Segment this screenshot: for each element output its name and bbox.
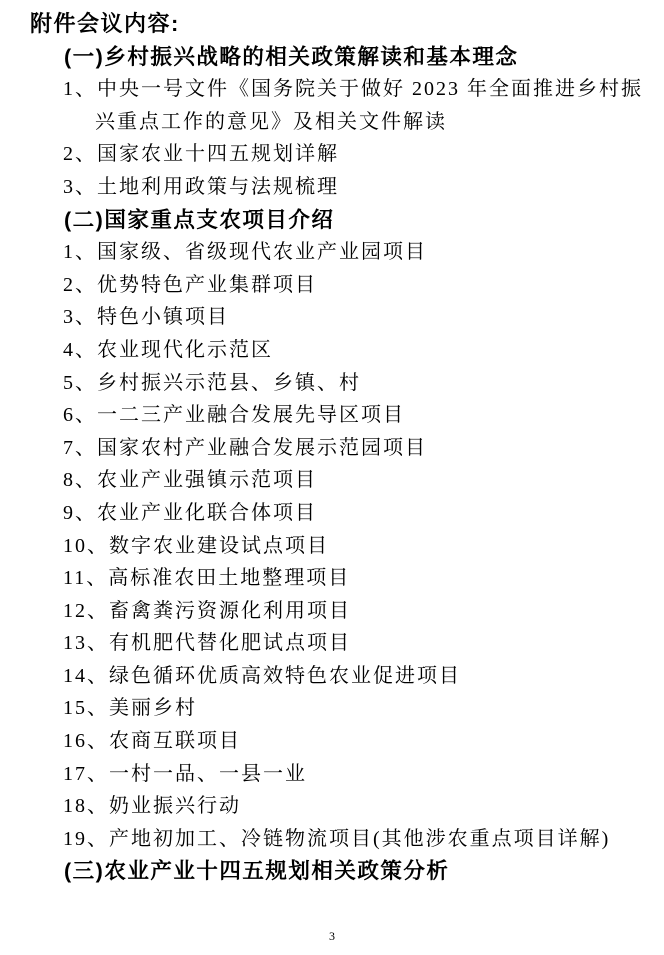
list-item: 18、奶业振兴行动 [63, 795, 241, 818]
list-item: 1、国家级、省级现代农业产业园项目 [63, 241, 427, 264]
list-item-continuation: 兴重点工作的意见》及相关文件解读 [95, 110, 447, 133]
list-item: 17、一村一品、一县一业 [63, 762, 307, 785]
list-item: 3、特色小镇项目 [63, 306, 229, 329]
list-item: 16、农商互联项目 [63, 730, 241, 753]
list-item: 19、产地初加工、冷链物流项目(其他涉农重点项目详解) [63, 827, 611, 850]
list-item: 5、乡村振兴示范县、乡镇、村 [63, 371, 361, 394]
list-item: 2、国家农业十四五规划详解 [63, 143, 339, 166]
section-heading-1: (一)乡村振兴战略的相关政策解读和基本理念 [64, 44, 519, 69]
list-item: 9、农业产业化联合体项目 [63, 501, 317, 524]
list-item: 13、有机肥代替化肥试点项目 [63, 632, 351, 655]
section-heading-3: (三)农业产业十四五规划相关政策分析 [64, 859, 450, 884]
list-item: 3、土地利用政策与法规梳理 [63, 175, 339, 198]
page-number: 3 [329, 929, 335, 943]
list-item: 4、农业现代化示范区 [63, 338, 273, 361]
section-heading-2: (二)国家重点支农项目介绍 [64, 207, 335, 232]
list-item: 11、高标准农田土地整理项目 [63, 567, 351, 590]
list-item: 8、农业产业强镇示范项目 [63, 469, 317, 492]
document-title: 附件会议内容: [30, 11, 180, 36]
list-item: 14、绿色循环优质高效特色农业促进项目 [63, 664, 461, 687]
list-item: 1、中央一号文件《国务院关于做好 2023 年全面推进乡村振 [63, 78, 643, 101]
list-item: 12、畜禽粪污资源化利用项目 [63, 599, 351, 622]
list-item: 15、美丽乡村 [63, 697, 197, 720]
list-item: 6、一二三产业融合发展先导区项目 [63, 404, 405, 427]
list-item: 10、数字农业建设试点项目 [63, 534, 329, 557]
list-item: 2、优势特色产业集群项目 [63, 273, 317, 296]
list-item: 7、国家农村产业融合发展示范园项目 [63, 436, 427, 459]
